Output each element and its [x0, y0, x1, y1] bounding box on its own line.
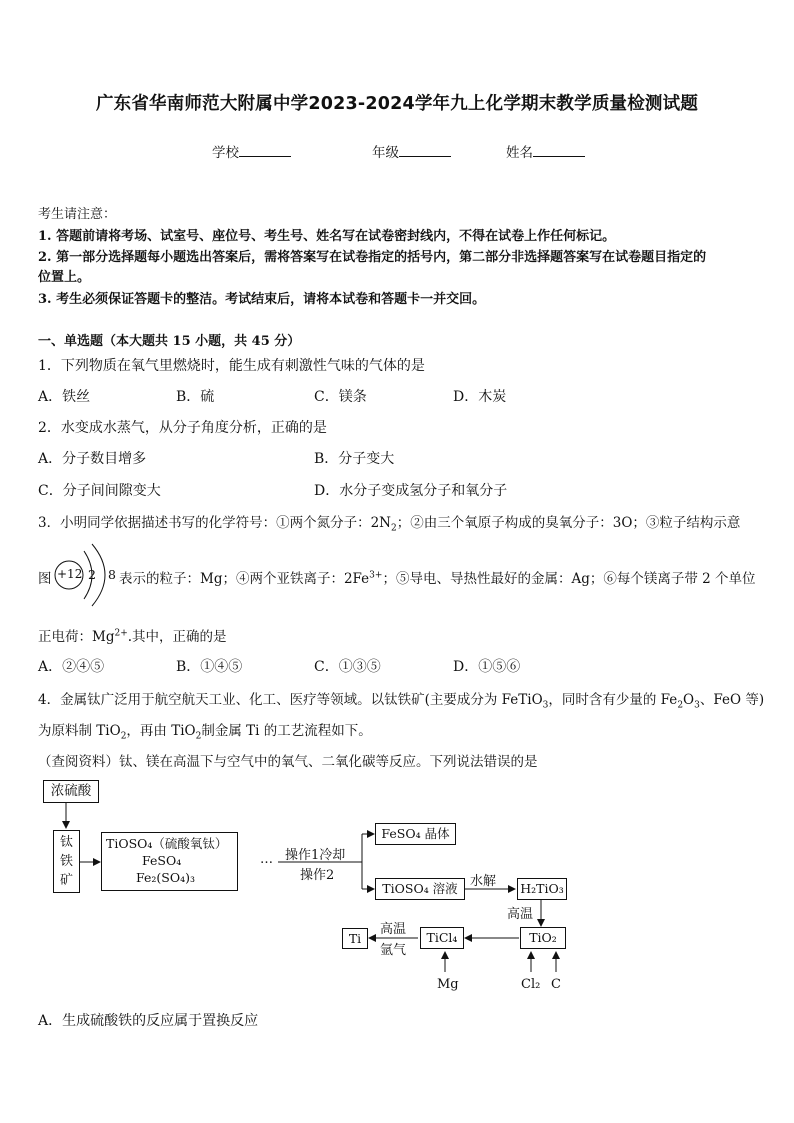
- q3-option-c[interactable]: C．①③⑤: [314, 659, 381, 675]
- grade-label: 年级: [372, 145, 399, 161]
- q3-option-b[interactable]: B．①④⑤: [176, 659, 243, 675]
- high-temp-label-2: 高温: [380, 922, 407, 937]
- mixture-tioso4: TiOSO₄（硫酸氧钛）: [106, 836, 228, 851]
- feso4-crystal-box: FeSO₄ 晶体: [375, 823, 456, 845]
- q2-stem: 2．水变成水蒸气，从分子角度分析，正确的是: [38, 420, 327, 436]
- name-field[interactable]: [506, 141, 585, 161]
- q2-option-d[interactable]: D．水分子变成氢分子和氧分子: [314, 483, 508, 499]
- q1-option-c[interactable]: C．镁条: [314, 389, 367, 405]
- tio2-box: TiO₂: [520, 927, 566, 949]
- q2-option-a[interactable]: A．分子数目增多: [38, 451, 147, 467]
- operation-2-label: 操作2: [300, 868, 335, 883]
- mg-label: Mg: [437, 977, 459, 992]
- notice-item-1: 1. 答题前请将考场、试室号、座位号、考生号、姓名写在试卷密封线内，不得在试卷上作任何标记。: [38, 229, 616, 244]
- q1-option-a[interactable]: A．铁丝: [38, 389, 91, 405]
- q3-line1: 3．小明同学依据描述书写的化学符号：①两个氮分子：$2N_2$；②由三个氧原子构成的臭氧分子：3O；③粒子结构示意: [38, 515, 741, 534]
- c-label: C: [551, 977, 561, 992]
- q4-line2: 为原料制 TiO$_2$，再由 TiO$_2$制金属 Ti 的工艺流程如下。: [38, 723, 372, 742]
- operation-1-label: 操作1冷却: [285, 848, 346, 863]
- q2-option-c[interactable]: C．分子间间隙变大: [38, 483, 161, 499]
- q3-line2: 表示的粒子：Mg；④两个亚铁离子：$2Fe^{3+}$；⑤导电、导热性最好的金属：Ag；⑥每个镁离子带 2 个单位: [119, 570, 756, 587]
- shell-2-electrons: 8: [108, 567, 116, 582]
- shell-1-electrons: 2: [88, 567, 96, 582]
- page-title: 广东省华南师范大附属中学2023-2024学年九上化学期末教学质量检测试题: [95, 94, 699, 114]
- school-label: 学校: [212, 145, 239, 161]
- grade-field[interactable]: [372, 141, 451, 161]
- q1-option-b[interactable]: B．硫: [176, 389, 215, 405]
- q2-option-b[interactable]: B．分子变大: [314, 451, 395, 467]
- acid-box: 浓硫酸: [43, 780, 99, 803]
- section-heading: 一、单选题（本大题共 15 小题，共 45 分）: [38, 334, 301, 349]
- argon-label: 氩气: [380, 943, 407, 958]
- ti-box: Ti: [342, 928, 368, 949]
- cl2-label: Cl₂: [521, 977, 541, 992]
- ore-box: 钛 铁 矿: [53, 830, 80, 893]
- hydrolysis-label: 水解: [470, 874, 497, 889]
- q3-line2-prefix: 图: [38, 571, 52, 587]
- ticl4-box: TiCl₄: [420, 927, 464, 949]
- q4-option-a[interactable]: A．生成硫酸铁的反应属于置换反应: [38, 1013, 259, 1029]
- h2tio3-box: H₂TiO₃: [517, 878, 567, 900]
- notice-item-3: 3. 考生必须保证答题卡的整洁。考试结束后，请将本试卷和答题卡一并交回。: [38, 292, 486, 307]
- q4-line1: 4．金属钛广泛用于航空航天工业、化工、医疗等领域。以钛铁矿(主要成分为 FeTiO$_3$，同时含有少量的 $Fe_2O_3$、FeO 等): [38, 692, 765, 711]
- q3-option-d[interactable]: D．①⑤⑥: [453, 659, 521, 675]
- q3-line3: 正电荷：$Mg^{2+}$.其中，正确的是: [38, 628, 227, 645]
- mixture-feso4: FeSO₄: [142, 853, 182, 868]
- q4-line3: （查阅资料）钛、镁在高温下与空气中的氧气、二氧化碳等反应。下列说法错误的是: [38, 754, 538, 770]
- mixture-fe2so43: Fe₂(SO₄)₃: [136, 870, 195, 885]
- q3-option-a[interactable]: A．②④⑤: [38, 659, 105, 675]
- school-field[interactable]: [212, 141, 291, 161]
- tioso4-solution-box: TiOSO₄ 溶液: [375, 878, 465, 900]
- name-label: 姓名: [506, 145, 533, 161]
- mixture-box: [101, 832, 238, 891]
- high-temp-label-1: 高温: [507, 907, 534, 922]
- notice-item-2: 2. 第一部分选择题每小题选出答案后，需将答案写在试卷指定的括号内，第二部分非选择题答案写在试卷题目指定的: [38, 250, 707, 265]
- q1-stem: 1．下列物质在氧气里燃烧时，能生成有刺激性气味的气体的是: [38, 358, 425, 374]
- dots: …: [260, 852, 273, 867]
- notice-item-2-cont: 位置上。: [38, 270, 91, 285]
- nucleus-charge: +12: [57, 567, 83, 581]
- notice-heading: 考生请注意：: [38, 207, 117, 222]
- q1-option-d[interactable]: D．木炭: [453, 389, 507, 405]
